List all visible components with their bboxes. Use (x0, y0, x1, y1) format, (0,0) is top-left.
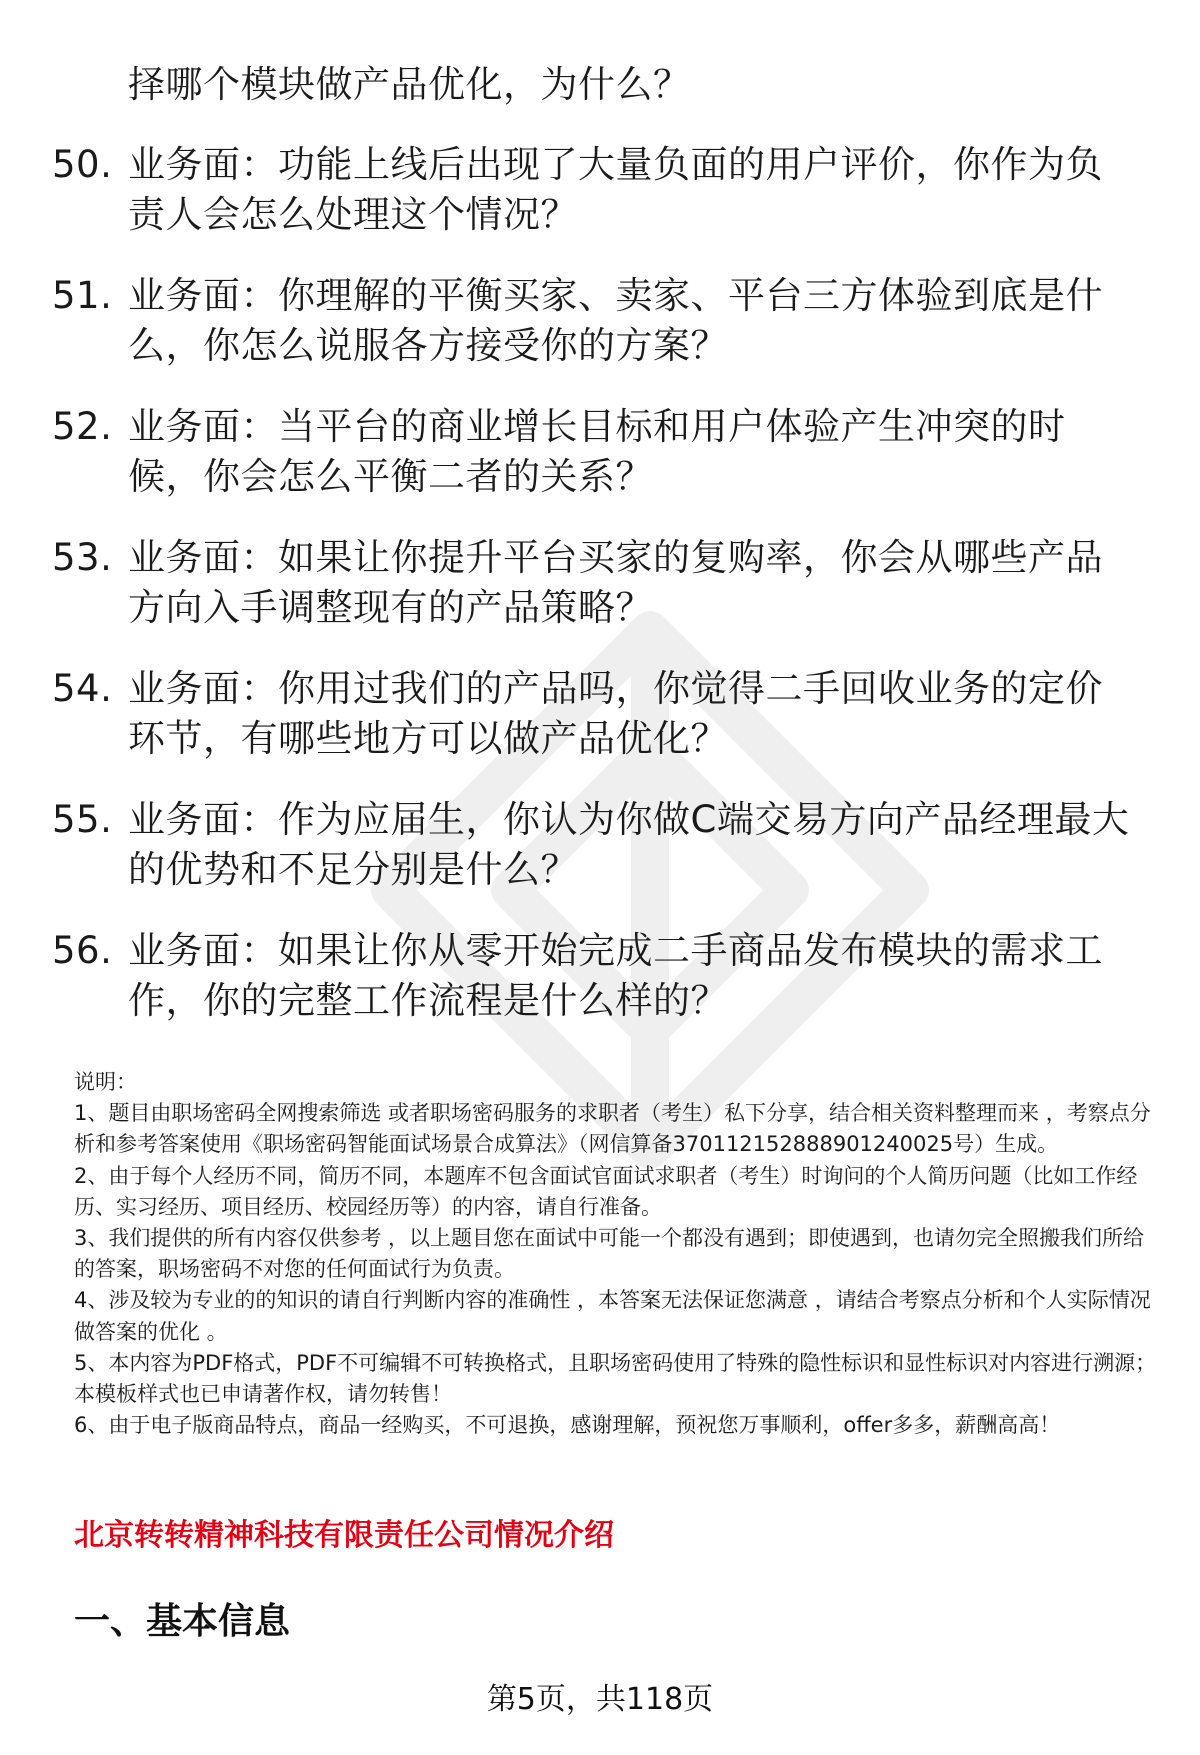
question-number: 56. (52, 929, 113, 972)
question-continuation: 择哪个模块做产品优化，为什么？ (128, 63, 691, 106)
note-item: 2、由于每个人经历不同，简历不同，本题库不包含面试官面试求职者（考生）时询问的个人简历问题（比如工作经历、实习经历、项目经历、校园经历等）的内容，请自行准备。 (74, 1163, 1138, 1219)
notes-title: 说明： (74, 1070, 137, 1094)
note-item: 5、本内容为PDF格式，PDF不可编辑不可转换格式，且职场密码使用了特殊的隐性标识和显性标识对内容进行溯源；本模板样式也已申请著作权，请勿转售！ (74, 1350, 1157, 1407)
note-item: 3、我们提供的所有内容仅供参考 ，以上题目您在面试中可能一个都没有遇到；即使遇到，也请勿完全照搬我们所给的答案，职场密码不对您的任何面试行为负责。 (74, 1226, 1145, 1282)
question-number: 50. (52, 143, 113, 186)
question-item (52, 664, 1142, 795)
question-item (52, 140, 1142, 271)
question-text: 业务面：如果让你从零开始完成二手商品发布模块的需求工作，你的完整工作流程是什么样的？ (128, 929, 1103, 1022)
question-item (52, 402, 1142, 533)
page-footer: 第5页，共118页 (486, 1682, 714, 1717)
notes-section (74, 1067, 1164, 1441)
question-number: 54. (52, 667, 113, 710)
company-title: 北京转转精神科技有限责任公司情况介绍 (74, 1518, 614, 1553)
section-heading: 一、基本信息 (74, 1601, 291, 1642)
question-item (52, 795, 1142, 926)
question-text: 业务面：功能上线后出现了大量负面的用户评价，你作为负责人会怎么处理这个情况？ (128, 143, 1103, 236)
question-item (52, 271, 1142, 402)
note-item: 6、由于电子版商品特点，商品一经购买，不可退换，感谢理解，预祝您万事顺利，offer多多，薪酬高高！ (74, 1413, 1061, 1438)
question-item (52, 533, 1142, 664)
question-item (52, 926, 1142, 1057)
note-item: 1、题目由职场密码全网搜索筛选 或者职场密码服务的求职者（考生）私下分享，结合相关资料整理而来 ，考察点分析和参考答案使用《职场密码智能面试场景合成算法》（网信算备370112152888901240025号）生成。 (74, 1101, 1151, 1157)
question-number: 53. (52, 536, 113, 579)
question-text: 业务面：当平台的商业增长目标和用户体验产生冲突的时候，你会怎么平衡二者的关系？ (128, 405, 1066, 498)
question-number: 51. (52, 274, 113, 317)
note-item: 4、涉及较为专业的的知识的请自行判断内容的准确性 ，本答案无法保证您满意 ，请结合考察点分析和个人实际情况做答案的优化 。 (74, 1288, 1151, 1344)
question-list (52, 140, 1142, 1057)
question-text: 业务面：作为应届生，你认为你做C端交易方向产品经理最大的优势和不足分别是什么？ (128, 798, 1130, 891)
question-text: 业务面：你用过我们的产品吗，你觉得二手回收业务的定价环节，有哪些地方可以做产品优化？ (128, 667, 1103, 760)
question-text: 业务面：你理解的平衡买家、卖家、平台三方体验到底是什么，你怎么说服各方接受你的方案？ (128, 274, 1103, 367)
question-text: 业务面：如果让你提升平台买家的复购率，你会从哪些产品方向入手调整现有的产品策略？ (128, 536, 1103, 629)
question-number: 52. (52, 405, 113, 448)
question-number: 55. (52, 798, 113, 841)
